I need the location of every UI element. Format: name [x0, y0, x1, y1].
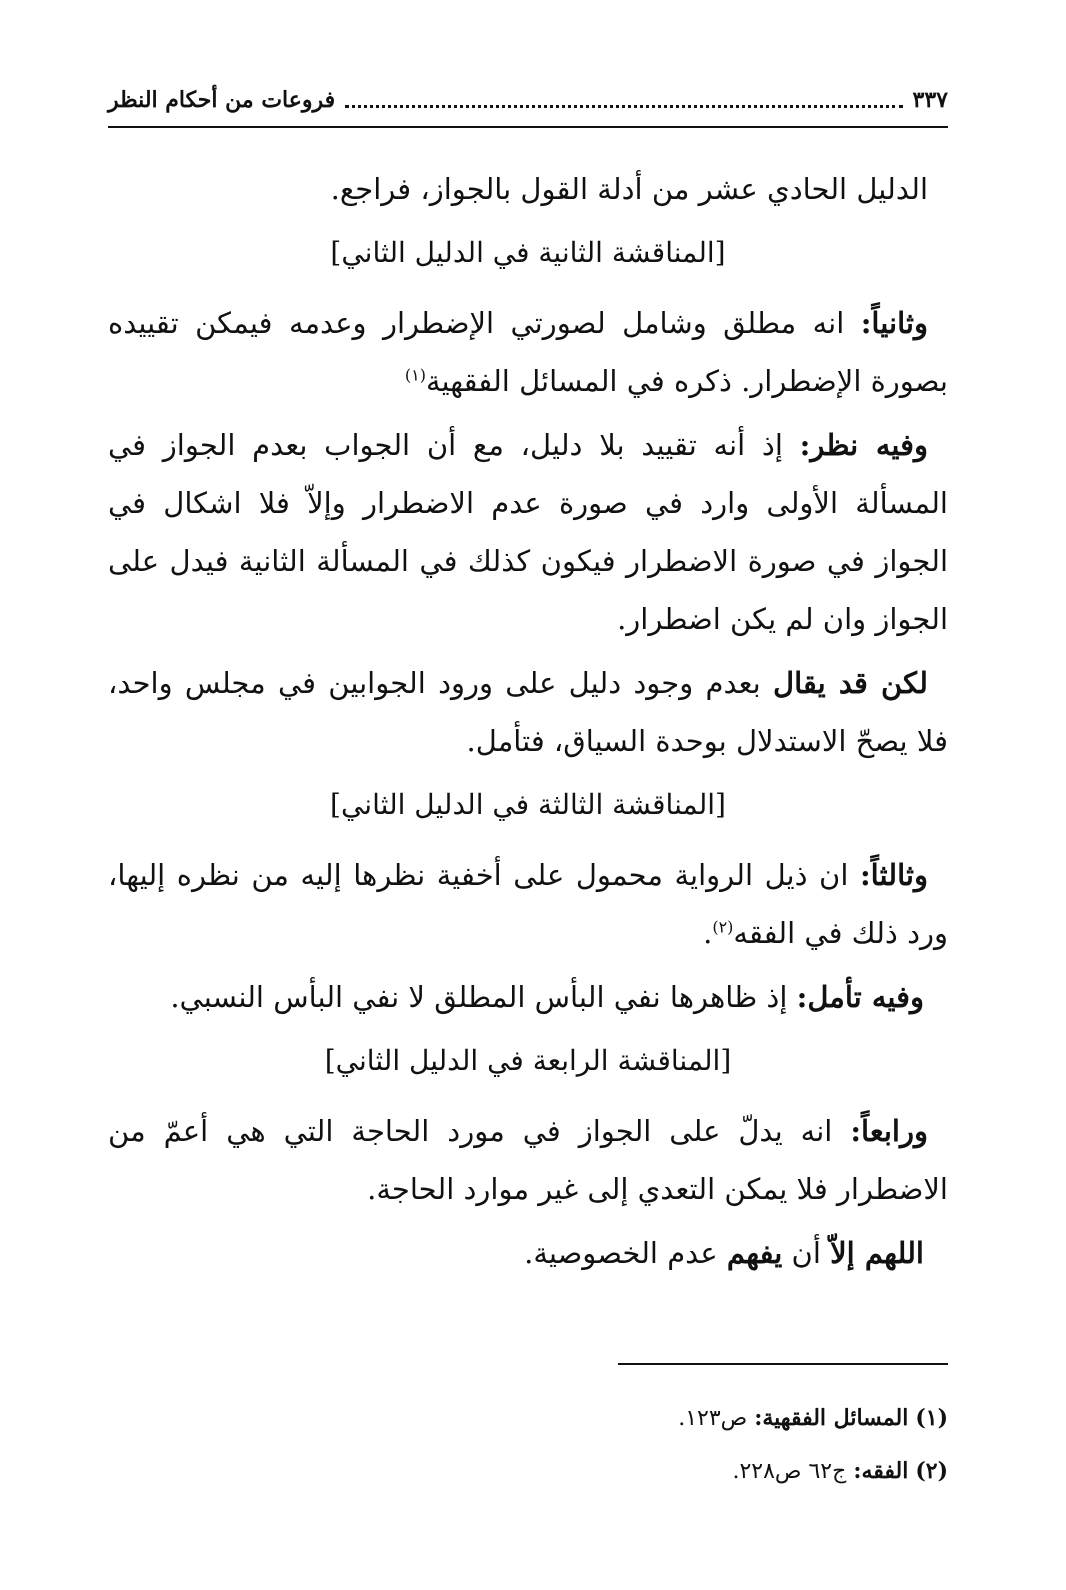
paragraph-1	[108, 160, 948, 218]
paragraph-2-lead: وثانياً:	[860, 306, 928, 340]
paragraph-8-lead-2: يفهم	[726, 1236, 783, 1270]
page	[108, 0, 948, 1590]
paragraph-8-lead-1: اللهم إلاّ	[830, 1236, 924, 1270]
header-dot-leader	[345, 105, 902, 108]
paragraph-7	[108, 1102, 948, 1218]
paragraph-6-lead: وفيه تأمل:	[796, 980, 924, 1014]
paragraph-5-lead: وثالثاً:	[859, 858, 928, 892]
paragraph-7-text: انه يدلّ على الجواز في مورد الحاجة التي هي أعمّ من الاضطرار فلا يمكن التعدي إلى غير موارد الحاجة.	[108, 1114, 948, 1206]
paragraph-5-text: ان ذيل الرواية محمول على أخفية نظرها إليه من نظره إليها، ورد ذلك في الفقه	[108, 858, 948, 950]
footnote-source: المسائل الفقهية:	[754, 1405, 909, 1431]
running-title: فروعات من أحكام النظر	[108, 87, 336, 113]
header-rule	[108, 126, 948, 128]
footnote-1	[108, 1392, 948, 1445]
paragraph-3-text: إذ أنه تقييد بلا دليل، مع أن الجواب بعدم الجواز في المسألة الأولى وارد في صورة عدم الاضطرار وإلاّ فلا اشكال في الجواز في صورة الاضطرار فيكون كذلك في المسألة الثانية فيدل على الجواز وان لم يكن اضطرار.	[108, 428, 948, 636]
page-body	[108, 160, 948, 1288]
paragraph-6	[108, 968, 948, 1026]
footnote-number: (١)	[915, 1405, 948, 1431]
paragraph-5	[108, 846, 948, 962]
footnote-marker-2[interactable]: (٢)	[712, 917, 734, 937]
footnote-2	[108, 1445, 948, 1498]
paragraph-5-tail: .	[703, 916, 713, 950]
footnote-number: (٢)	[915, 1458, 948, 1484]
footnote-marker-1[interactable]: (١)	[404, 365, 426, 385]
paragraph-8	[108, 1224, 948, 1282]
paragraph-8-text: عدم الخصوصية.	[524, 1236, 727, 1270]
paragraph-2	[108, 294, 948, 410]
section-heading-4: [المناقشة الرابعة في الدليل الثاني]	[324, 1044, 732, 1077]
paragraph-3-lead: وفيه نظر:	[799, 428, 928, 462]
footnote-source: الفقه:	[853, 1458, 909, 1484]
footnote-separator	[618, 1363, 948, 1365]
paragraph-1-text: الدليل الحادي عشر من أدلة القول بالجواز، فراجع.	[330, 172, 928, 206]
paragraph-4-lead: لكن قد يقال	[773, 666, 928, 700]
paragraph-8-mid: أن	[782, 1236, 831, 1270]
page-number: ٣٣٧	[912, 87, 948, 113]
paragraph-7-lead: ورابعاً:	[850, 1114, 928, 1148]
paragraph-4	[108, 654, 948, 770]
paragraph-3	[108, 416, 948, 648]
footnote-ref: ص١٢٣.	[678, 1406, 755, 1431]
paragraph-2-text: انه مطلق وشامل لصورتي الإضطرار وعدمه فيمكن تقييده بصورة الإضطرار. ذكره في المسائل الفقهية	[108, 306, 948, 398]
paragraph-6-text: إذ ظاهرها نفي البأس المطلق لا نفي البأس النسبي.	[170, 980, 797, 1014]
paragraph-4-text: بعدم وجود دليل على ورود الجوابين في مجلس واحد، فلا يصحّ الاستدلال بوحدة السياق، فتأمل.	[108, 666, 948, 758]
footnotes	[108, 1392, 948, 1498]
running-header	[108, 80, 948, 120]
section-heading-3: [المناقشة الثالثة في الدليل الثاني]	[330, 788, 726, 821]
footnote-ref: ج٦٢ ص٢٢٨.	[732, 1459, 854, 1484]
section-heading-2: [المناقشة الثانية في الدليل الثاني]	[330, 236, 726, 269]
